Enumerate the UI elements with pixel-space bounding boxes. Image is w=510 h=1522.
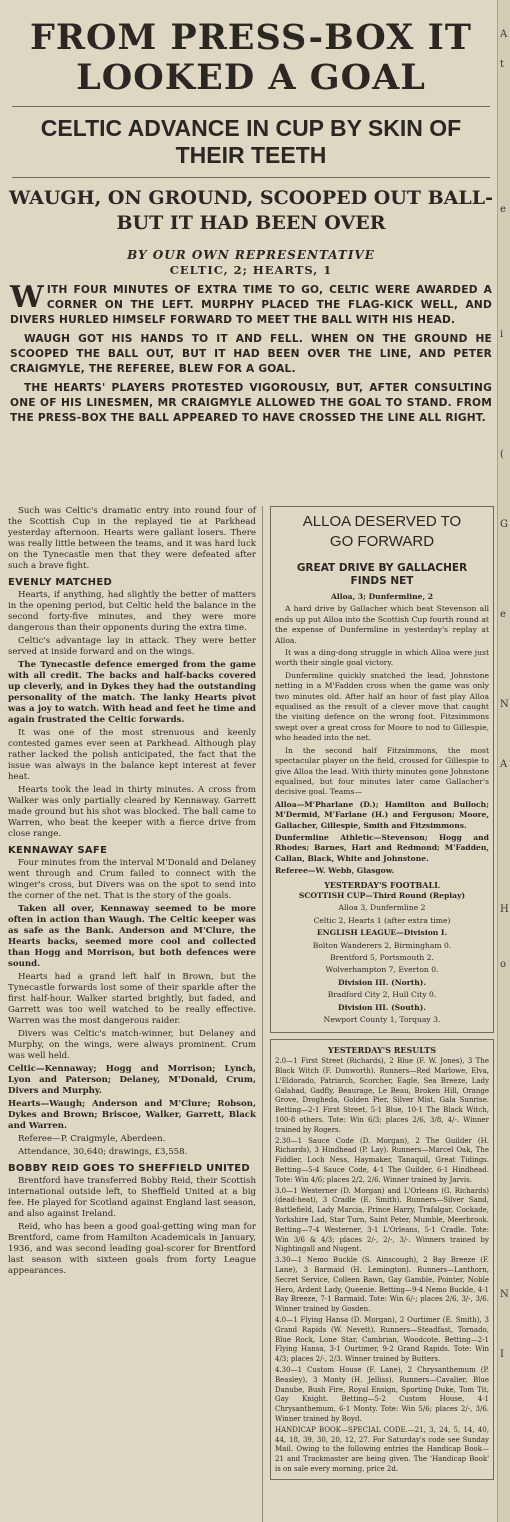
result-line: Newport County 1, Torquay 3.	[323, 1015, 441, 1025]
edge-letter: t	[500, 59, 505, 70]
result-line: SCOTTISH CUP—Third Round (Replay)	[298, 890, 466, 900]
body-paragraph: Hearts took the lead in thirty minutes. A cross from Walker was only partially cleared by Kennaway. Garrett made ground but his shot was blocked. The ball came to Warren, who beat the keeper with a fierce drive from close range.	[8, 785, 256, 839]
divider	[12, 177, 490, 178]
body-paragraph: Celtic's advantage lay in attack. They were better served at inside forward and on the wings.	[8, 636, 256, 657]
bold-paragraph: The Tynecastle defence emerged from the game with all credit. The backs and half-backs covered up cleverly, and in Dykes they had the outstanding personality of the match. The lanky Hearts pivot was a joy to watch. With head and feet he time and again frustrated the Celtic forwards.	[8, 660, 256, 725]
edge-letter: N	[500, 699, 509, 710]
race-result: 3.30—1 Nemo Buckle (S. Ainscough), 2 Bay Breeze (F. Lane), 3 Barmaid (H. Lemington). Runners—Lanthorn, Secret Service, Colleen Bawn, Gay Gamble, Pointer, Noble Hero, Ardent Lady, Queenie. Betting—9-4 Nemo Buckle, 4-1 Bay Breeze, 7-1 Barmaid. Tote: Win 6/-; places 2/6, 3/-, 3/6. Winner trained by Gosden.	[275, 1256, 489, 1314]
body-paragraph: Attendance, 30,640; drawings, £3,558.	[18, 1147, 188, 1157]
body-paragraph: Reid, who has been a good goal-getting wing man for Brentford, came from Hamilton Academicals in January, 1936, and was second leading goal-scorer for Brentford last season with sixteen goals from forty League appearances.	[8, 1222, 256, 1276]
edge-letter: e	[500, 204, 506, 215]
section-heading: EVENLY MATCHED	[8, 577, 113, 588]
subheadline: CELTIC ADVANCE IN CUP BY SKIN OF THEIR TEETH	[40, 115, 462, 168]
headline-line-2: LOOKED A GOAL	[76, 57, 426, 98]
result-line: Alloa 3, Dunfermline 2	[338, 903, 426, 913]
edge-letter: I	[500, 1349, 504, 1360]
column-divider	[262, 506, 263, 1522]
adjacent-column-edge	[497, 0, 510, 1522]
team-lineup: Dunfermline Athletic—Stevenson; Hogg and Rhodes; Barnes, Hart and Redmond; M'Fadden, Callan, Black, White and Johnstone.	[275, 832, 489, 863]
results-box	[270, 1039, 494, 1479]
race-result: 2.0—1 First Street (Richards), 2 Blue (F. W. Jones), 3 The Black Witch (F. Dunworth). Runners—Red Marlowe, Elva, L'Eldorado, Patriarch, Scorcher, Eagle, Sea Breeze, Lady Galahad, Gadfly, Beaurage, Le Beau, Broken Hill, Orange Grove, Drogheda, Golden Pier, Silver Mist, Gala Sunrise. Betting—2-1 First Street, 5-1 Blue, 10-1 The Black Witch, 100-8 others. Tote: Win 6/3; places 2/6, 3/8, 4/-. Winner trained by Rogers.	[275, 1057, 489, 1134]
edge-letter: G	[500, 519, 508, 530]
right-column	[270, 506, 494, 1480]
result-line: Celtic 2, Hearts 1 (after extra time)	[313, 915, 451, 925]
race-result: HANDICAP BOOK—SPECIAL CODE.—21, 3, 24, 5, 14, 40, 44, 18, 39, 30, 20, 12, 27. For Saturday's code see Sunday Mail. Owing to the following entries the Handicap Book—21 and Trackmaster are being given. The 'Handicap Book' is on sale every morning, price 2d.	[275, 1425, 489, 1473]
alloa-score: Alloa, 3; Dunfermline, 2	[330, 592, 434, 601]
alloa-box	[270, 506, 494, 1033]
result-line: Division III. (South).	[337, 1002, 427, 1012]
section-heading: BOBBY REID GOES TO SHEFFIELD UNITED	[8, 1163, 251, 1174]
yesterday-football-head: YESTERDAY'S FOOTBALL	[324, 879, 440, 890]
yesterday-football-list	[275, 891, 489, 1025]
team-lineup: Alloa—M'Pharlane (D.); Hamilton and Bulloch; M'Dermid, M'Farlane (H.) and Ferguson; Moore, Gallacher, Gillespie, Smith and Fitzsimmons.	[275, 799, 489, 830]
lead-paragraph: WITH FOUR MINUTES OF EXTRA TIME TO GO, CELTIC WERE AWARDED A CORNER ON THE LEFT. MURPHY PLACED THE FLAG-KICK WELL, AND DIVERS HURLED HIMSELF FORWARD TO MEET THE BALL WITH HIS HEAD.	[10, 280, 492, 326]
edge-letter: o	[500, 959, 507, 970]
body-paragraph: Referee—P. Craigmyle, Aberdeen.	[18, 1134, 166, 1144]
body-paragraph: Hearts had a grand left half in Brown, but the Tynecastle forwards lost some of their sparkle after the first half-hour. Walker started brightly, but faded, and Garrett was too well watched to be really effective. Warren was the most dangerous raider.	[8, 972, 256, 1026]
result-line: Bradford City 2, Hull City 0.	[327, 990, 437, 1000]
result-line: Wolverhampton 7, Everton 0.	[325, 965, 439, 975]
body-paragraph: It was a ding-dong struggle in which Alloa were just worth their single goal victory.	[275, 648, 489, 668]
subheadline-2: WAUGH, ON GROUND, SCOOPED OUT BALL-BUT IT HAD BEEN OVER	[9, 187, 493, 234]
body-paragraph: Dunfermline quickly snatched the lead, Johnstone netting in a M'Fadden cross when the game was only two minutes old. After half an hour of fast play Alloa equalised as the result of a clever move that caught the visiting defence on the wrong foot. Fitzsimmons swept over a great cross for Moore to nod to Gillespie, who headed into the net.	[275, 670, 489, 743]
headline-line-1: FROM PRESS-BOX IT	[30, 17, 472, 58]
drop-cap: W	[10, 280, 44, 315]
alloa-subheadline: GREAT DRIVE BY GALLACHER FINDS NET	[296, 562, 468, 587]
race-result: 4.30—1 Custom House (F. Lane), 2 Chrysanthemum (P. Beasley), 3 Monty (H. Jelliss). Runners—Cavalier, Blue Danube, Bush Fire, Royal Ensign, Sporting Duke, Tom Tit, Gay Knight. Betting—5-2 Custom House, 4-1 Chrysanthemum, 6-1 Monty. Tote: Win 5/6; places 2/-, 3/6. Winner trained by Boyd.	[275, 1365, 489, 1423]
article-column	[8, 0, 494, 1473]
edge-letter: A	[500, 759, 508, 770]
team-lineup: Referee—W. Webb, Glasgow.	[275, 866, 395, 876]
result-line: ENGLISH LEAGUE—Division I.	[316, 928, 448, 938]
edge-letter: A	[500, 29, 508, 40]
results-list	[275, 1057, 489, 1474]
results-head: YESTERDAY'S RESULTS	[328, 1045, 436, 1056]
alloa-headline: ALLOA DESERVED TO GO FORWARD	[302, 513, 462, 550]
result-line: Division III. (North).	[338, 977, 426, 987]
lead-paragraph: THE HEARTS' PLAYERS PROTESTED VIGOROUSLY, BUT, AFTER CONSULTING ONE OF HIS LINESMEN, MR CRAIGMYLE ALLOWED THE GOAL TO STAND. FROM THE PRESS-BOX THE BALL APPEARED TO HAVE CROSSED THE LINE ALL RIGHT.	[10, 382, 492, 424]
left-column	[8, 506, 256, 1279]
body-paragraph: Hearts, if anything, had slightly the better of matters in the opening period, but Celtic held the balance in the second forty-five minutes, and they were more dangerous than their opponents during the extra time.	[8, 590, 256, 633]
two-column-body	[8, 506, 494, 1522]
body-paragraph: Four minutes from the interval M'Donald and Delaney went through and Crum failed to connect with the winger's cross, but Divers was on the spot to send into the corner of the net. That is the story of the goals.	[8, 858, 256, 901]
body-paragraph: Divers was Celtic's match-winner, but Delaney and Murphy, on the wings, were always prominent. Crum was well held.	[8, 1029, 256, 1061]
team-lineup: Hearts—Waugh; Anderson and M'Clure; Robson, Dykes and Brown; Briscoe, Walker, Garrett, Black and Warren.	[8, 1099, 256, 1131]
score-line: CELTIC, 2; HEARTS, 1	[169, 263, 333, 277]
main-headline	[8, 18, 494, 98]
edge-letter: H	[500, 904, 509, 915]
lead-paragraphs	[10, 280, 492, 426]
body-paragraph: Such was Celtic's dramatic entry into round four of the Scottish Cup in the replayed tie at Parkhead yesterday afternoon. Hearts were gallant losers. There was really little between the teams, and it was hard luck on the Tynecastle men that they were defeated after such a brave fight.	[8, 506, 256, 571]
edge-letter: i	[500, 329, 504, 340]
divider	[12, 106, 490, 107]
lead-paragraph: WAUGH GOT HIS HANDS TO IT AND FELL. WHEN ON THE GROUND HE SCOOPED THE BALL OUT, BUT IT HAD BEEN OVER THE LINE, AND PETER CRAIGMYLE, THE REFEREE, BLEW FOR A GOAL.	[10, 333, 492, 375]
body-paragraph: Brentford have transferred Bobby Reid, their Scottish international outside left, to Sheffield United at a big fee. He played for Scotland against England last season, and also against Ireland.	[8, 1176, 256, 1219]
result-line: Bolton Wanderers 2, Birmingham 0.	[312, 940, 452, 950]
bold-paragraph: Taken all over, Kennaway seemed to be more often in action than Waugh. The Celtic keeper was as safe as the Bank. Anderson and M'Clure, the Hearts backs, seemed more cool and collected than Hogg and Morrison, but both defences were sound.	[8, 904, 256, 969]
body-paragraph: It was one of the most strenuous and keenly contested games ever seen at Parkhead. Although play rather lacked the polish anticipated, the fact that the issue was always in the balance kept interest at fever heat.	[8, 728, 256, 782]
byline: BY OUR OWN REPRESENTATIVE	[127, 248, 375, 262]
result-line: Brentford 5, Portsmouth 2.	[330, 953, 434, 962]
race-result: 4.0—1 Flying Hansa (D. Morgan), 2 Ourtimer (E. Smith), 3 Grand Rapids (W. Nevett). Runners—Steadfast, Tornado, Blue Rock, Lone Star, Cambrian, Woodcote. Betting—2-1 Flying Hansa, 3-1 Ourtimer, 9-2 Grand Rapids. Tote: Win 4/3; places 2/-, 2/3. Winner trained by Butters.	[275, 1315, 489, 1364]
race-result: 3.0—1 Westerner (D. Morgan) and L'Orleans (G. Richards) (dead-heat), 3 Cradle (E. Smith). Runners—Silver Sand, Battlefield, Lady Marcia, Prince Harry, Trafalgar, Cockade, Yorkshire Lad, Star Turn, Saint Peter, Mumble, Meerbrook. Betting—7-4 Westerner, 3-1 L'Orleans, 5-1 Cradle. Tote: Win 3/6 & 4/3; places 2/-, 2/-, 3/-. Winners trained by Nightingall and Nugent.	[275, 1186, 489, 1254]
section-heading: KENNAWAY SAFE	[8, 845, 108, 856]
edge-letter: e	[500, 609, 506, 620]
team-lineup: Celtic—Kennaway; Hogg and Morrison; Lynch, Lyon and Paterson; Delaney, M'Donald, Crum, Divers and Murphy.	[8, 1064, 256, 1096]
body-paragraph: A hard drive by Gallacher which beat Stevenson all ends up put Alloa into the Scottish Cup fourth round at the expense of Dunfermline in yesterday's replay at Alloa.	[275, 604, 489, 645]
edge-letter: (	[500, 449, 504, 460]
alloa-teams	[275, 800, 489, 877]
body-paragraph: In the second half Fitzsimmons, the most spectacular player on the field, crossed for Gillespie to give Alloa the lead. With thirty minutes gone Johnstone equalised, but four minutes later came Gallacher's decisive goal. Teams—	[275, 745, 489, 797]
edge-letter: N	[500, 1289, 509, 1300]
race-result: 2.30—1 Sauce Code (D. Morgan), 2 The Guilder (H. Richards), 3 Hindhead (P. Lay). Runners—Marcel Oak, The Fiddler, Loch Ness, Haymaker, Tanaquil, Great Tidings. Betting—5-4 Sauce Code, 4-1 The Guilder, 6-1 Hindhead. Tote: Win 4/6; places 2/2, 2/6. Winner trained by Jarvis.	[275, 1136, 489, 1184]
alloa-report	[275, 604, 489, 797]
